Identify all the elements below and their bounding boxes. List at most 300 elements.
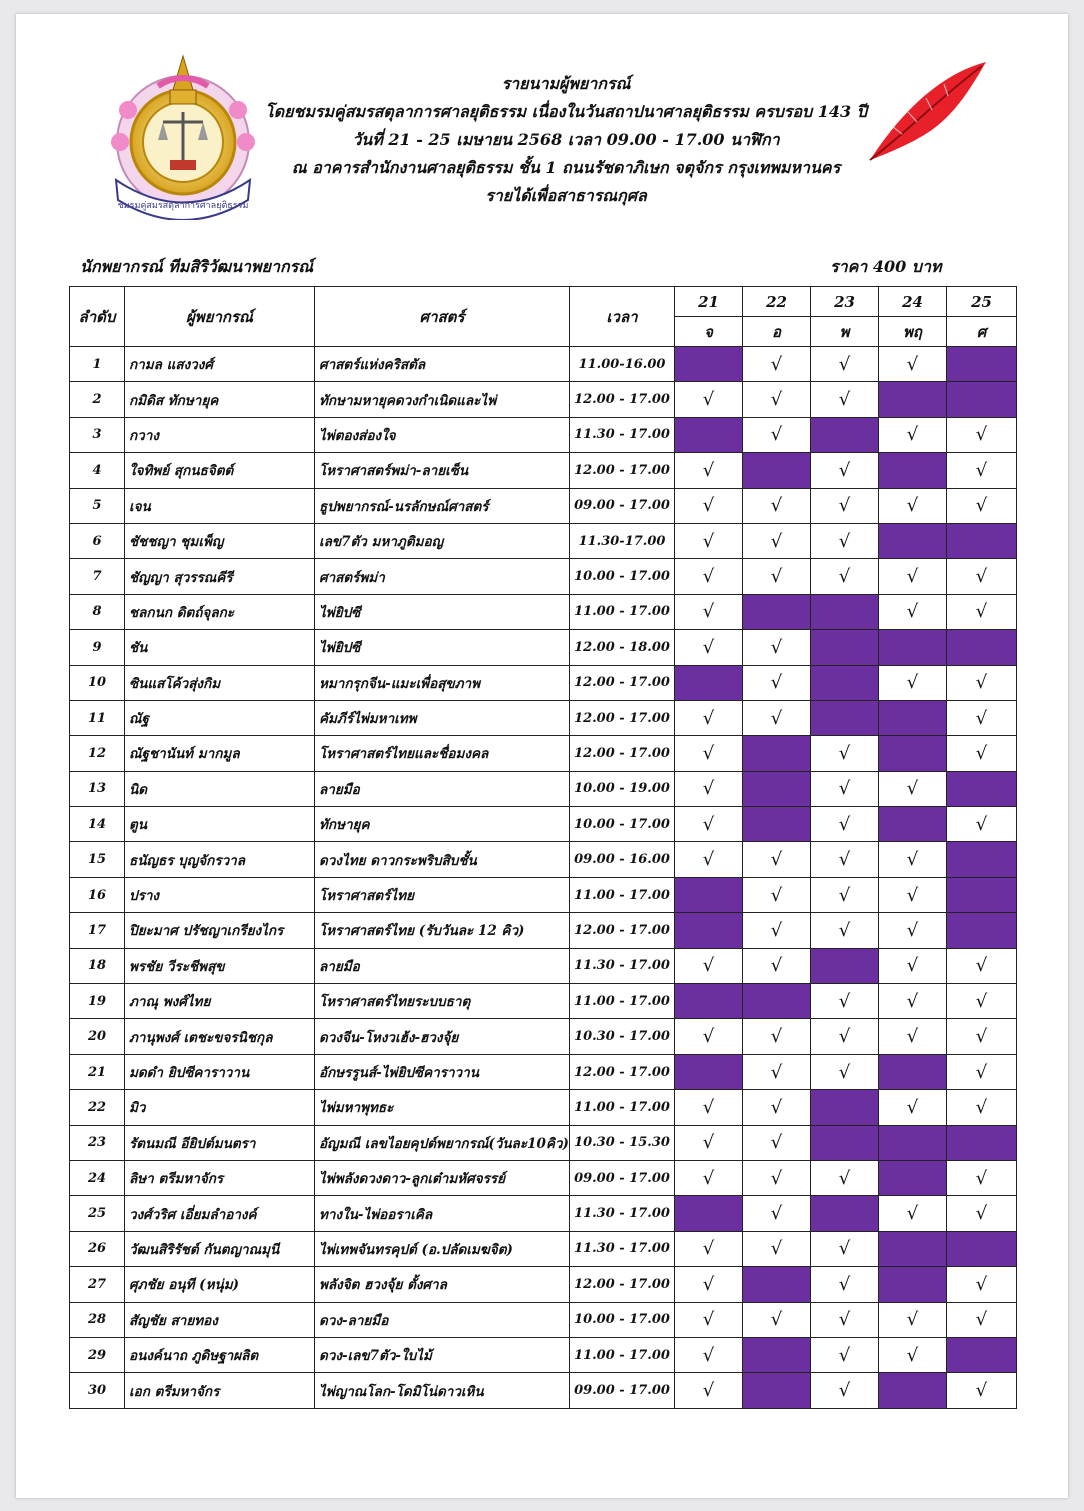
available-check-cell: √ [675,1090,743,1125]
reader-time: 11.00 - 17.00 [570,594,675,629]
available-check-cell: √ [675,523,743,558]
col-header-weekday: ศ [947,317,1017,347]
reader-name: ภาณุ พงศ์ไทย [125,984,315,1019]
table-row [70,417,1017,452]
col-header-no: ลำดับ [70,287,125,347]
col-header-time: เวลา [570,287,675,347]
reader-time: 10.30 - 15.30 [570,1125,675,1160]
col-header-weekday: พฤ [879,317,947,347]
row-number: 12 [70,736,125,771]
available-check-cell: √ [879,1196,947,1231]
row-number: 24 [70,1160,125,1195]
reader-time: 10.30 - 17.00 [570,1019,675,1054]
reader-name: ณัฐ [125,700,315,735]
available-check-cell: √ [947,1196,1017,1231]
available-check-cell: √ [743,1054,811,1089]
available-check-cell: √ [879,877,947,912]
available-check-cell: √ [743,559,811,594]
table-row [70,559,1017,594]
available-check-cell: √ [675,1337,743,1372]
logo-banner-text: ชมรมคู่สมรสตุลาการศาลยุติธรรม [117,201,249,211]
reader-time: 11.00 - 17.00 [570,984,675,1019]
unavailable-cell [743,984,811,1019]
available-check-cell: √ [811,1160,879,1195]
available-check-cell: √ [743,417,811,452]
available-check-cell: √ [811,453,879,488]
available-check-cell: √ [947,1160,1017,1195]
row-number: 5 [70,488,125,523]
reader-time: 09.00 - 17.00 [570,488,675,523]
available-check-cell: √ [811,771,879,806]
reader-subject: โหราศาสตร์พม่า-ลายเซ็น [315,453,570,488]
unavailable-cell [675,1054,743,1089]
available-check-cell: √ [675,1373,743,1408]
reader-time: 09.00 - 17.00 [570,1160,675,1195]
reader-name: ธนัญธร บุญจักรวาล [125,842,315,877]
available-check-cell: √ [743,913,811,948]
reader-time: 11.00 - 17.00 [570,1337,675,1372]
col-header-day: 21 [675,287,743,317]
available-check-cell: √ [879,1337,947,1372]
available-check-cell: √ [879,347,947,382]
unavailable-cell [947,771,1017,806]
available-check-cell: √ [675,1019,743,1054]
row-number: 26 [70,1231,125,1266]
available-check-cell: √ [811,1267,879,1302]
reader-name: ซินแสโค้วสุ่งกิม [125,665,315,700]
available-check-cell: √ [947,700,1017,735]
unavailable-cell [811,1196,879,1231]
row-number: 18 [70,948,125,983]
table-row [70,488,1017,523]
row-number: 27 [70,1267,125,1302]
reader-subject: คัมภีร์ไพ่มหาเทพ [315,700,570,735]
unavailable-cell [811,1090,879,1125]
reader-subject: ทักษามหายุคดวงกำเนิดและไพ่ [315,382,570,417]
table-row [70,1231,1017,1266]
reader-subject: ไพ่พลังดวงดาว-ลูกเต๋ามหัศจรรย์ [315,1160,570,1195]
reader-name: ภานุพงศ์ เตชะขจรนิชกุล [125,1019,315,1054]
table-row [70,453,1017,488]
available-check-cell: √ [947,1090,1017,1125]
table-row [70,984,1017,1019]
row-number: 25 [70,1196,125,1231]
unavailable-cell [879,453,947,488]
available-check-cell: √ [811,347,879,382]
row-number: 13 [70,771,125,806]
table-row [70,1125,1017,1160]
available-check-cell: √ [947,948,1017,983]
unavailable-cell [743,736,811,771]
reader-time: 12.00 - 17.00 [570,453,675,488]
row-number: 15 [70,842,125,877]
reader-subject: ทางใน-ไพ่ออราเคิล [315,1196,570,1231]
unavailable-cell [675,665,743,700]
available-check-cell: √ [879,488,947,523]
col-header-subject: ศาสตร์ [315,287,570,347]
available-check-cell: √ [879,1090,947,1125]
unavailable-cell [743,807,811,842]
available-check-cell: √ [879,665,947,700]
reader-name: กมิดิส ทักษายุค [125,382,315,417]
unavailable-cell [743,771,811,806]
available-check-cell: √ [879,984,947,1019]
row-number: 23 [70,1125,125,1160]
available-check-cell: √ [743,1090,811,1125]
unavailable-cell [811,948,879,983]
header-row-days [70,287,1017,317]
unavailable-cell [879,1231,947,1266]
table-row [70,1019,1017,1054]
available-check-cell: √ [743,1196,811,1231]
unavailable-cell [743,1373,811,1408]
reader-time: 12.00 - 17.00 [570,700,675,735]
reader-subject: ไพ่เทพจันทรคุปต์ (อ.ปลัดเมฆจิต) [315,1231,570,1266]
header-location: ณ อาคารสำนักงานศาลยุติธรรม ชั้น 1 ถนนรัชดาภิเษก จตุจักร กรุงเทพมหานคร [291,158,841,177]
unavailable-cell [743,1267,811,1302]
available-check-cell: √ [743,1125,811,1160]
reader-subject: อักษรรูนส์-ไพ่ยิปซีคาราวาน [315,1054,570,1089]
available-check-cell: √ [675,948,743,983]
available-check-cell: √ [811,1019,879,1054]
col-header-day: 24 [879,287,947,317]
reader-time: 09.00 - 17.00 [570,1373,675,1408]
row-number: 2 [70,382,125,417]
available-check-cell: √ [947,1054,1017,1089]
available-check-cell: √ [743,382,811,417]
table-row [70,1196,1017,1231]
available-check-cell: √ [947,417,1017,452]
available-check-cell: √ [675,1302,743,1337]
table-row [70,347,1017,382]
col-header-day: 23 [811,287,879,317]
available-check-cell: √ [811,1231,879,1266]
reader-subject: อัญมณี เลขไอยคุปต์พยากรณ์(วันละ10คิว) [315,1125,570,1160]
team-label: นักพยากรณ์ ทีมสิริวัฒนาพยากรณ์ [80,257,314,276]
available-check-cell: √ [743,1231,811,1266]
table-row [70,913,1017,948]
reader-time: 11.30 - 17.00 [570,417,675,452]
table-row [70,1373,1017,1408]
available-check-cell: √ [811,559,879,594]
reader-subject: ทักษายุค [315,807,570,842]
available-check-cell: √ [879,1302,947,1337]
unavailable-cell [743,453,811,488]
unavailable-cell [879,1373,947,1408]
unavailable-cell [947,630,1017,665]
reader-name: ตูน [125,807,315,842]
reader-name: ณัฐชานันท์ มากมูล [125,736,315,771]
unavailable-cell [675,913,743,948]
reader-name: อนงค์นาถ ภูดิษฐาผลิต [125,1337,315,1372]
available-check-cell: √ [743,523,811,558]
available-check-cell: √ [675,736,743,771]
reader-name: ลิษา ตรีมหาจักร [125,1160,315,1195]
available-check-cell: √ [675,559,743,594]
available-check-cell: √ [675,453,743,488]
reader-time: 10.00 - 17.00 [570,807,675,842]
available-check-cell: √ [811,1054,879,1089]
available-check-cell: √ [811,877,879,912]
reader-time: 12.00 - 17.00 [570,736,675,771]
row-number: 17 [70,913,125,948]
reader-time: 12.00 - 17.00 [570,665,675,700]
row-number: 3 [70,417,125,452]
header-date-time: วันที่ 21 - 25 เมษายน 2568 เวลา 09.00 - 17.00 นาฬิกา [352,130,780,149]
unavailable-cell [743,594,811,629]
reader-name: มดดำ ยิปซีคาราวาน [125,1054,315,1089]
available-check-cell: √ [811,488,879,523]
unavailable-cell [879,700,947,735]
available-check-cell: √ [879,842,947,877]
reader-name: วงศ์วริศ เอี่ยมลำอางค์ [125,1196,315,1231]
available-check-cell: √ [947,453,1017,488]
reader-subject: ไพ่ยิปซี [315,594,570,629]
reader-subject: ดวง-เลข7ตัว-ใบไม้ [315,1337,570,1372]
available-check-cell: √ [675,842,743,877]
available-check-cell: √ [811,382,879,417]
reader-name: นิด [125,771,315,806]
available-check-cell: √ [947,1267,1017,1302]
row-number: 29 [70,1337,125,1372]
col-header-weekday: พ [811,317,879,347]
reader-subject: ดวงจีน-โหงวเฮ้ง-ฮวงจุ้ย [315,1019,570,1054]
reader-time: 11.00 - 17.00 [570,877,675,912]
available-check-cell: √ [947,1019,1017,1054]
reader-subject: พลังจิต ฮวงจุ้ย ตั้งศาล [315,1267,570,1302]
row-number: 30 [70,1373,125,1408]
table-row [70,877,1017,912]
row-number: 20 [70,1019,125,1054]
available-check-cell: √ [879,948,947,983]
reader-subject: ไพ่ยิปซี [315,630,570,665]
unavailable-cell [947,382,1017,417]
reader-subject: ธูปพยากรณ์-นรลักษณ์ศาสตร์ [315,488,570,523]
schedule-table [69,286,1017,1409]
reader-name: ปิยะมาศ ปรัชญาเกรียงไกร [125,913,315,948]
available-check-cell: √ [675,1160,743,1195]
reader-subject: หมากรุกจีน-แมะเพื่อสุขภาพ [315,665,570,700]
reader-name: รัตนมณี อียิปต์มนตรา [125,1125,315,1160]
unavailable-cell [743,1337,811,1372]
available-check-cell: √ [947,594,1017,629]
available-check-cell: √ [675,1231,743,1266]
reader-subject: ไพ่มหาพุทธะ [315,1090,570,1125]
table-row [70,523,1017,558]
reader-time: 11.30 - 17.00 [570,1231,675,1266]
reader-subject: เลข7ตัว มหาภูติมอญ [315,523,570,558]
available-check-cell: √ [879,594,947,629]
reader-subject: ศาสตร์พม่า [315,559,570,594]
price-label: ราคา 400 บาท [830,257,942,276]
reader-name: พรชัย วีระชีพสุข [125,948,315,983]
unavailable-cell [675,1196,743,1231]
available-check-cell: √ [743,877,811,912]
row-number: 11 [70,700,125,735]
reader-time: 10.00 - 17.00 [570,1302,675,1337]
available-check-cell: √ [947,665,1017,700]
reader-time: 12.00 - 18.00 [570,630,675,665]
available-check-cell: √ [947,559,1017,594]
header-title: รายนามผู้พยากรณ์ [501,74,631,93]
unavailable-cell [675,877,743,912]
available-check-cell: √ [811,807,879,842]
reader-name: มิว [125,1090,315,1125]
available-check-cell: √ [743,700,811,735]
available-check-cell: √ [675,807,743,842]
unavailable-cell [811,417,879,452]
row-number: 7 [70,559,125,594]
reader-subject: ไพ่ตองส่องใจ [315,417,570,452]
available-check-cell: √ [675,771,743,806]
unavailable-cell [811,700,879,735]
row-number: 9 [70,630,125,665]
available-check-cell: √ [743,488,811,523]
table-row [70,665,1017,700]
table-row [70,807,1017,842]
table-row [70,594,1017,629]
reader-subject: โหราศาสตร์ไทยระบบธาตุ [315,984,570,1019]
reader-time: 12.00 - 17.00 [570,913,675,948]
header-organizer: โดยชมรมคู่สมรสตุลาการศาลยุติธรรม เนื่องในวันสถาปนาศาลยุติธรรม ครบรอบ 143 ปี [265,102,867,121]
reader-time: 11.00-16.00 [570,347,675,382]
reader-time: 12.00 - 17.00 [570,1267,675,1302]
table-row [70,1090,1017,1125]
available-check-cell: √ [743,630,811,665]
available-check-cell: √ [675,1125,743,1160]
row-number: 10 [70,665,125,700]
reader-name: เจน [125,488,315,523]
available-check-cell: √ [743,347,811,382]
row-number: 4 [70,453,125,488]
available-check-cell: √ [879,417,947,452]
unavailable-cell [879,630,947,665]
unavailable-cell [811,665,879,700]
schedule-body [70,347,1017,1409]
table-row [70,1054,1017,1089]
row-number: 19 [70,984,125,1019]
row-number: 21 [70,1054,125,1089]
available-check-cell: √ [811,913,879,948]
reader-time: 10.00 - 17.00 [570,559,675,594]
reader-name: ปราง [125,877,315,912]
reader-subject: ดวงไทย ดาวกระพริบสิบชั้น [315,842,570,877]
header-charity: รายได้เพื่อสาธารณกุศล [485,186,647,205]
reader-subject: ลายมือ [315,948,570,983]
reader-name: เอก ตรีมหาจักร [125,1373,315,1408]
table-row [70,1267,1017,1302]
available-check-cell: √ [743,842,811,877]
row-number: 16 [70,877,125,912]
reader-time: 11.30 - 17.00 [570,948,675,983]
reader-name: ชัน [125,630,315,665]
reader-time: 12.00 - 17.00 [570,382,675,417]
available-check-cell: √ [743,948,811,983]
col-header-weekday: อ [743,317,811,347]
available-check-cell: √ [811,1373,879,1408]
reader-name: วัฒนสิริรัชต์ กันตญาณมุนี [125,1231,315,1266]
reader-time: 11.30 - 17.00 [570,1196,675,1231]
available-check-cell: √ [947,488,1017,523]
col-header-weekday: จ [675,317,743,347]
reader-time: 09.00 - 16.00 [570,842,675,877]
unavailable-cell [947,347,1017,382]
unavailable-cell [879,1054,947,1089]
unavailable-cell [879,523,947,558]
reader-time: 11.00 - 17.00 [570,1090,675,1125]
reader-subject: ไพ่ญาณโลก-โดมิโน่ดาวเหิน [315,1373,570,1408]
table-row [70,1302,1017,1337]
col-header-day: 22 [743,287,811,317]
reader-time: 11.30-17.00 [570,523,675,558]
unavailable-cell [947,1337,1017,1372]
available-check-cell: √ [743,1019,811,1054]
unavailable-cell [879,1125,947,1160]
unavailable-cell [879,1267,947,1302]
reader-name: ชัญญา สุวรรณคีรี [125,559,315,594]
available-check-cell: √ [811,984,879,1019]
reader-subject: โหราศาสตร์ไทย (รับวันละ 12 คิว) [315,913,570,948]
available-check-cell: √ [947,984,1017,1019]
reader-name: ศุภชัย อนุที (หนุ่ม) [125,1267,315,1302]
reader-subject: โหราศาสตร์ไทยและชื่อมงคล [315,736,570,771]
row-number: 1 [70,347,125,382]
unavailable-cell [879,382,947,417]
available-check-cell: √ [811,523,879,558]
row-number: 22 [70,1090,125,1125]
reader-time: 12.00 - 17.00 [570,1054,675,1089]
reader-name: สัญชัย สายทอง [125,1302,315,1337]
unavailable-cell [675,347,743,382]
unavailable-cell [947,523,1017,558]
row-number: 8 [70,594,125,629]
available-check-cell: √ [879,1019,947,1054]
table-row [70,948,1017,983]
available-check-cell: √ [947,1373,1017,1408]
reader-name: ใจทิพย์ สุกนธจิตต์ [125,453,315,488]
available-check-cell: √ [811,842,879,877]
row-number: 14 [70,807,125,842]
available-check-cell: √ [675,1267,743,1302]
available-check-cell: √ [675,630,743,665]
available-check-cell: √ [675,488,743,523]
col-header-name: ผู้พยากรณ์ [125,287,315,347]
available-check-cell: √ [947,1302,1017,1337]
table-row [70,1160,1017,1195]
available-check-cell: √ [879,771,947,806]
table-row [70,700,1017,735]
available-check-cell: √ [743,665,811,700]
table-row [70,630,1017,665]
available-check-cell: √ [947,807,1017,842]
unavailable-cell [811,1125,879,1160]
unavailable-cell [675,417,743,452]
table-row [70,771,1017,806]
unavailable-cell [879,1160,947,1195]
table-row [70,382,1017,417]
table-row [70,736,1017,771]
unavailable-cell [947,1231,1017,1266]
available-check-cell: √ [743,1160,811,1195]
available-check-cell: √ [811,736,879,771]
reader-time: 10.00 - 19.00 [570,771,675,806]
reader-subject: ลายมือ [315,771,570,806]
document-header [216,70,916,210]
table-row [70,1337,1017,1372]
reader-name: ชัชชญา ชุมเพ็ญ [125,523,315,558]
unavailable-cell [947,877,1017,912]
col-header-day: 25 [947,287,1017,317]
